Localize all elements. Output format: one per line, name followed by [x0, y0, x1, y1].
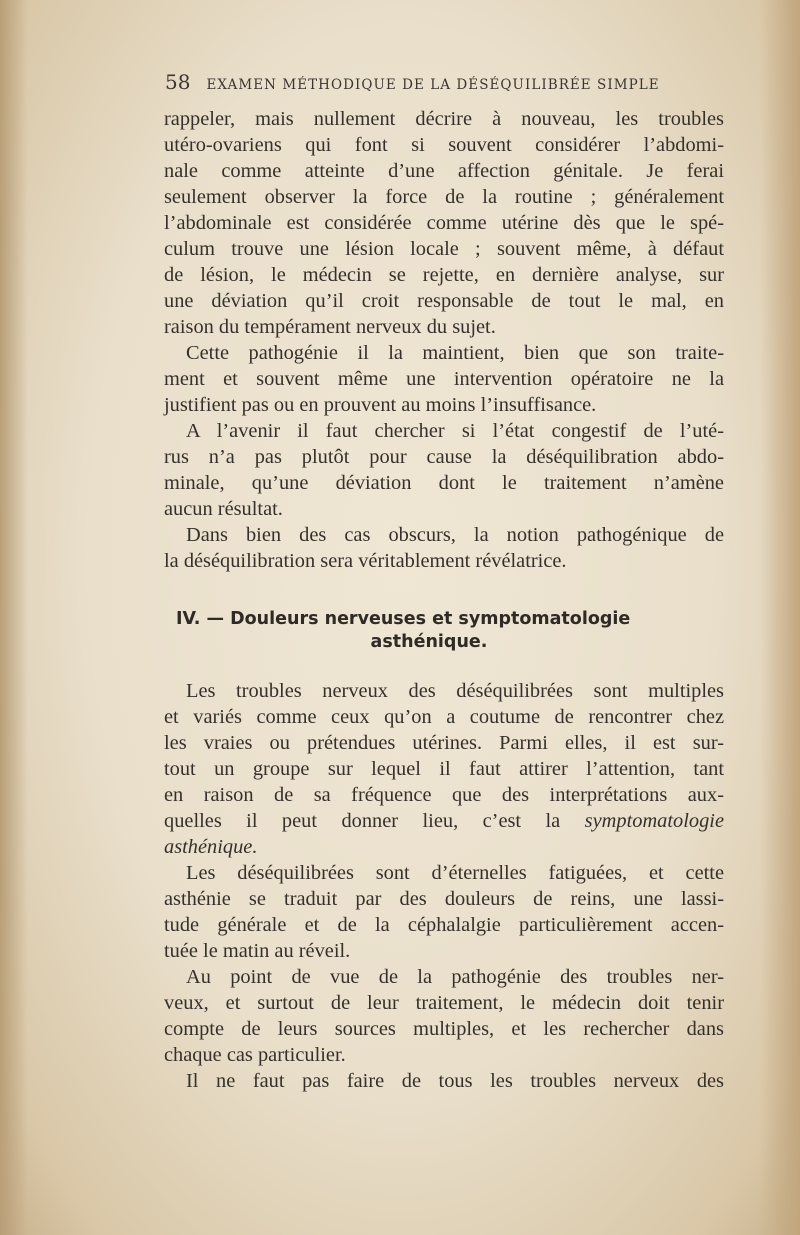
text-line: veux, et surtout de leur traitement, le médecin doit tenir — [164, 992, 724, 1014]
text-line: Il ne faut pas faire de tous les troubles nerveux des — [186, 1070, 724, 1092]
text-line: la déséquilibration sera véritablement révélatrice. — [164, 550, 567, 572]
page-header — [165, 70, 705, 94]
text-line: tude générale et de la céphalalgie particulièrement accen- — [164, 914, 724, 936]
text-line: et variés comme ceux qu’on a coutume de rencontrer chez — [164, 706, 724, 728]
text-line: seulement observer la force de la routine ; généralement — [164, 186, 724, 208]
italic-term: symptomatologie — [584, 810, 724, 832]
text-line: aucun résultat. — [164, 498, 283, 520]
text-line — [164, 808, 724, 834]
text-line: de lésion, le médecin se rejette, en dernière analyse, sur — [164, 264, 724, 286]
text-line: rus n’a pas plutôt pour cause la déséquilibration abdo- — [164, 446, 724, 468]
text-line: raison du tempérament nerveux du sujet. — [164, 316, 496, 338]
text-line: nale comme atteinte d’une affection génitale. Je ferai — [164, 160, 724, 182]
paragraph-block-2 — [164, 678, 724, 1094]
text-line: une déviation qu’il croit responsable de tout le mal, en — [164, 290, 724, 312]
text-line: Les déséquilibrées sont d’éternelles fatiguées, et cette — [186, 862, 724, 884]
text-line: l’abdominale est considérée comme utérine dès que le spé- — [164, 212, 724, 234]
section-heading-line-2: asthénique. — [370, 632, 488, 652]
text-line: utéro-ovariens qui font si souvent considérer l’abdomi- — [164, 134, 724, 156]
text-line: en raison de sa fréquence que des interprétations aux- — [164, 784, 724, 806]
text-fragment: quelles il peut donner lieu, c’est la — [164, 810, 585, 832]
text-line: A l’avenir il faut chercher si l’état congestif de l’uté- — [186, 420, 724, 442]
text-line — [164, 834, 724, 860]
text-line: Les troubles nerveux des déséquilibrées sont multiples — [186, 680, 724, 702]
section-heading-line-1: IV. — Douleurs nerveuses et symptomatologie — [176, 609, 631, 629]
text-line: ment et souvent même une intervention opératoire ne la — [164, 368, 724, 390]
section-heading — [164, 608, 724, 654]
running-head: EXAMEN MÉTHODIQUE DE LA DÉSÉQUILIBRÉE SIMPLE — [206, 77, 660, 93]
text-line: Cette pathogénie il la maintient, bien que son traite- — [186, 342, 724, 364]
text-line: tuée le matin au réveil. — [164, 940, 351, 962]
italic-term: asthénique. — [164, 836, 258, 858]
text-line: minale, qu’une déviation dont le traitement n’amène — [164, 472, 724, 494]
text-line: culum trouve une lésion locale ; souvent même, à défaut — [164, 238, 724, 260]
page-edge-shadow-right — [760, 0, 800, 1235]
text-line: asthénie se traduit par des douleurs de reins, une lassi- — [164, 888, 724, 910]
page-edge-shadow-left — [0, 0, 28, 1235]
text-line: justifient pas ou en prouvent au moins l’insuffisance. — [164, 394, 597, 416]
text-line: Au point de vue de la pathogénie des troubles ner- — [186, 966, 724, 988]
text-line: compte de leurs sources multiples, et les rechercher dans — [164, 1018, 724, 1040]
paragraph-block-1 — [164, 106, 724, 574]
text-line: tout un groupe sur lequel il faut attirer l’attention, tant — [164, 758, 724, 780]
text-line: Dans bien des cas obscurs, la notion pathogénique de — [186, 524, 724, 546]
text-line: les vraies ou prétendues utérines. Parmi elles, il est sur- — [164, 732, 724, 754]
text-line: chaque cas particulier. — [164, 1044, 346, 1066]
text-line: rappeler, mais nullement décrire à nouveau, les troubles — [164, 108, 724, 130]
page-number: 58 — [165, 70, 191, 94]
